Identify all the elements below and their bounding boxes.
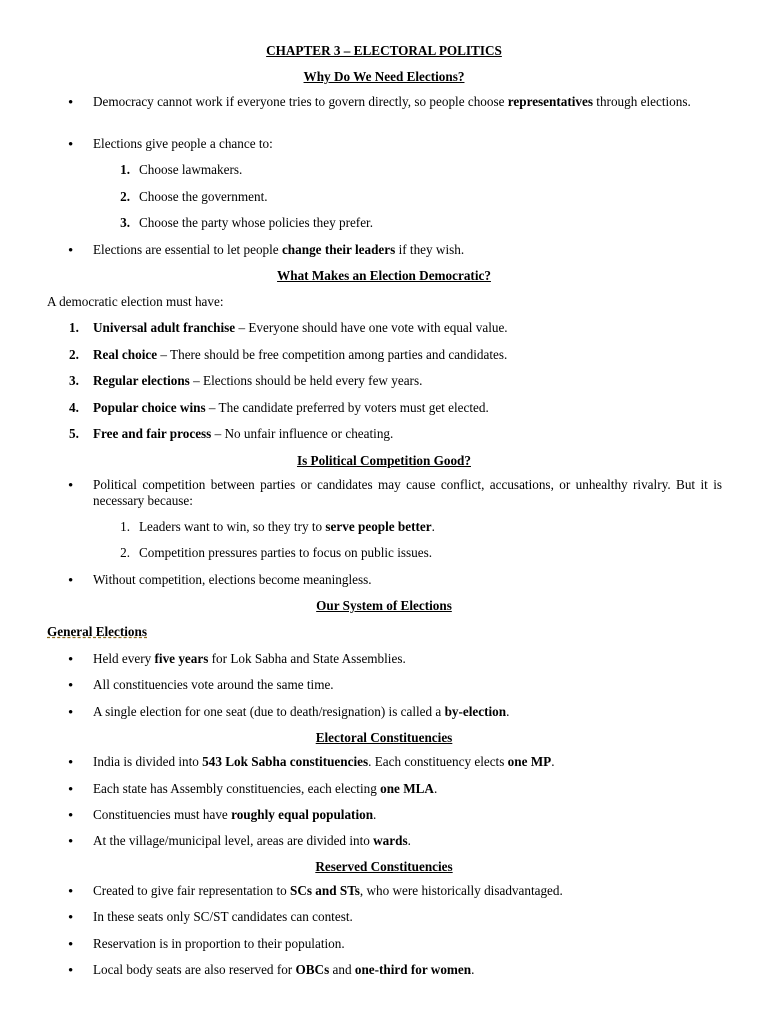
bullet-item: At the village/municipal level, areas are divided into wards. xyxy=(93,833,411,848)
section-heading-why-elections: Why Do We Need Elections? xyxy=(303,69,465,84)
section-heading-democratic-election: What Makes an Election Democratic? xyxy=(277,268,491,283)
bullet-item: Each state has Assembly constituencies, each electing one MLA. xyxy=(93,781,438,796)
bullet-item: Without competition, elections become meaningless. xyxy=(93,572,372,587)
list-number: 3. xyxy=(69,373,79,388)
bullet-icon: • xyxy=(68,755,74,771)
list-number: 1. xyxy=(120,519,130,534)
bullet-icon: • xyxy=(68,808,74,824)
list-item: Regular elections – Elections should be held every few years. xyxy=(93,373,423,388)
section-heading-competition: Is Political Competition Good? xyxy=(296,453,471,468)
section-heading-system-of-elections: Our System of Elections xyxy=(316,598,452,613)
list-item: Choose the party whose policies they prefer. xyxy=(139,215,374,230)
bullet-item: Reservation is in proportion to their population. xyxy=(93,936,345,951)
bullet-item: Constituencies must have roughly equal population. xyxy=(93,807,377,822)
bullet-icon: • xyxy=(68,705,74,721)
bullet-icon: • xyxy=(68,137,74,153)
bullet-item: Elections give people a chance to: xyxy=(93,136,273,151)
section-heading-constituencies: Electoral Constituencies xyxy=(315,730,453,745)
bullet-item: Held every five years for Lok Sabha and State Assemblies. xyxy=(93,651,406,666)
bullet-item: Local body seats are also reserved for OBCs and one-third for women. xyxy=(93,962,475,977)
section-heading-reserved: Reserved Constituencies xyxy=(315,859,453,874)
subheading-general-elections: General Elections xyxy=(47,624,147,639)
bullet-icon: • xyxy=(68,478,74,494)
list-number: 2. xyxy=(120,545,130,560)
list-number: 4. xyxy=(69,400,79,415)
list-item: Real choice – There should be free competition among parties and candidates. xyxy=(93,347,508,362)
list-number: 1. xyxy=(69,320,79,335)
bullet-item: India is divided into 543 Lok Sabha constituencies. Each constituency elects one MP. xyxy=(93,754,555,769)
section-intro: A democratic election must have: xyxy=(47,294,224,309)
bullet-item: Democracy cannot work if everyone tries to govern directly, so people choose representatives through elections. xyxy=(93,94,691,109)
bullet-icon: • xyxy=(68,834,74,850)
bullet-icon: • xyxy=(68,884,74,900)
bullet-icon: • xyxy=(68,95,74,111)
bullet-icon: • xyxy=(68,782,74,798)
list-item: Universal adult franchise – Everyone should have one vote with equal value. xyxy=(93,320,508,335)
list-item: Choose lawmakers. xyxy=(139,162,243,177)
bullet-icon: • xyxy=(68,573,74,589)
bullet-icon: • xyxy=(68,652,74,668)
list-item: Popular choice wins – The candidate preferred by voters must get elected. xyxy=(93,400,489,415)
bullet-icon: • xyxy=(68,910,74,926)
list-item: Competition pressures parties to focus on public issues. xyxy=(139,545,433,560)
bullet-item: In these seats only SC/ST candidates can contest. xyxy=(93,909,353,924)
list-item: Free and fair process – No unfair influence or cheating. xyxy=(93,426,394,441)
bullet-icon: • xyxy=(68,243,74,259)
bullet-item: Created to give fair representation to SCs and STs, who were historically disadvantaged. xyxy=(93,883,563,898)
bullet-item: Political competition between parties or candidates may cause conflict, accusations, or unhealthy rivalry. But it is necessary because: xyxy=(93,477,722,508)
bullet-item: A single election for one seat (due to death/resignation) is called a by-election. xyxy=(93,704,510,719)
list-number: 2. xyxy=(120,189,130,204)
list-item: Choose the government. xyxy=(139,189,268,204)
list-number: 3. xyxy=(120,215,130,230)
bullet-icon: • xyxy=(68,678,74,694)
bullet-item: Elections are essential to let people change their leaders if they wish. xyxy=(93,242,465,257)
list-number: 5. xyxy=(69,426,79,441)
bullet-icon: • xyxy=(68,937,74,953)
list-item: Leaders want to win, so they try to serve people better. xyxy=(139,519,435,534)
list-number: 2. xyxy=(69,347,79,362)
chapter-title: CHAPTER 3 – ELECTORAL POLITICS xyxy=(266,43,502,58)
bullet-icon: • xyxy=(68,963,74,979)
list-number: 1. xyxy=(120,162,130,177)
bullet-item: All constituencies vote around the same time. xyxy=(93,677,334,692)
